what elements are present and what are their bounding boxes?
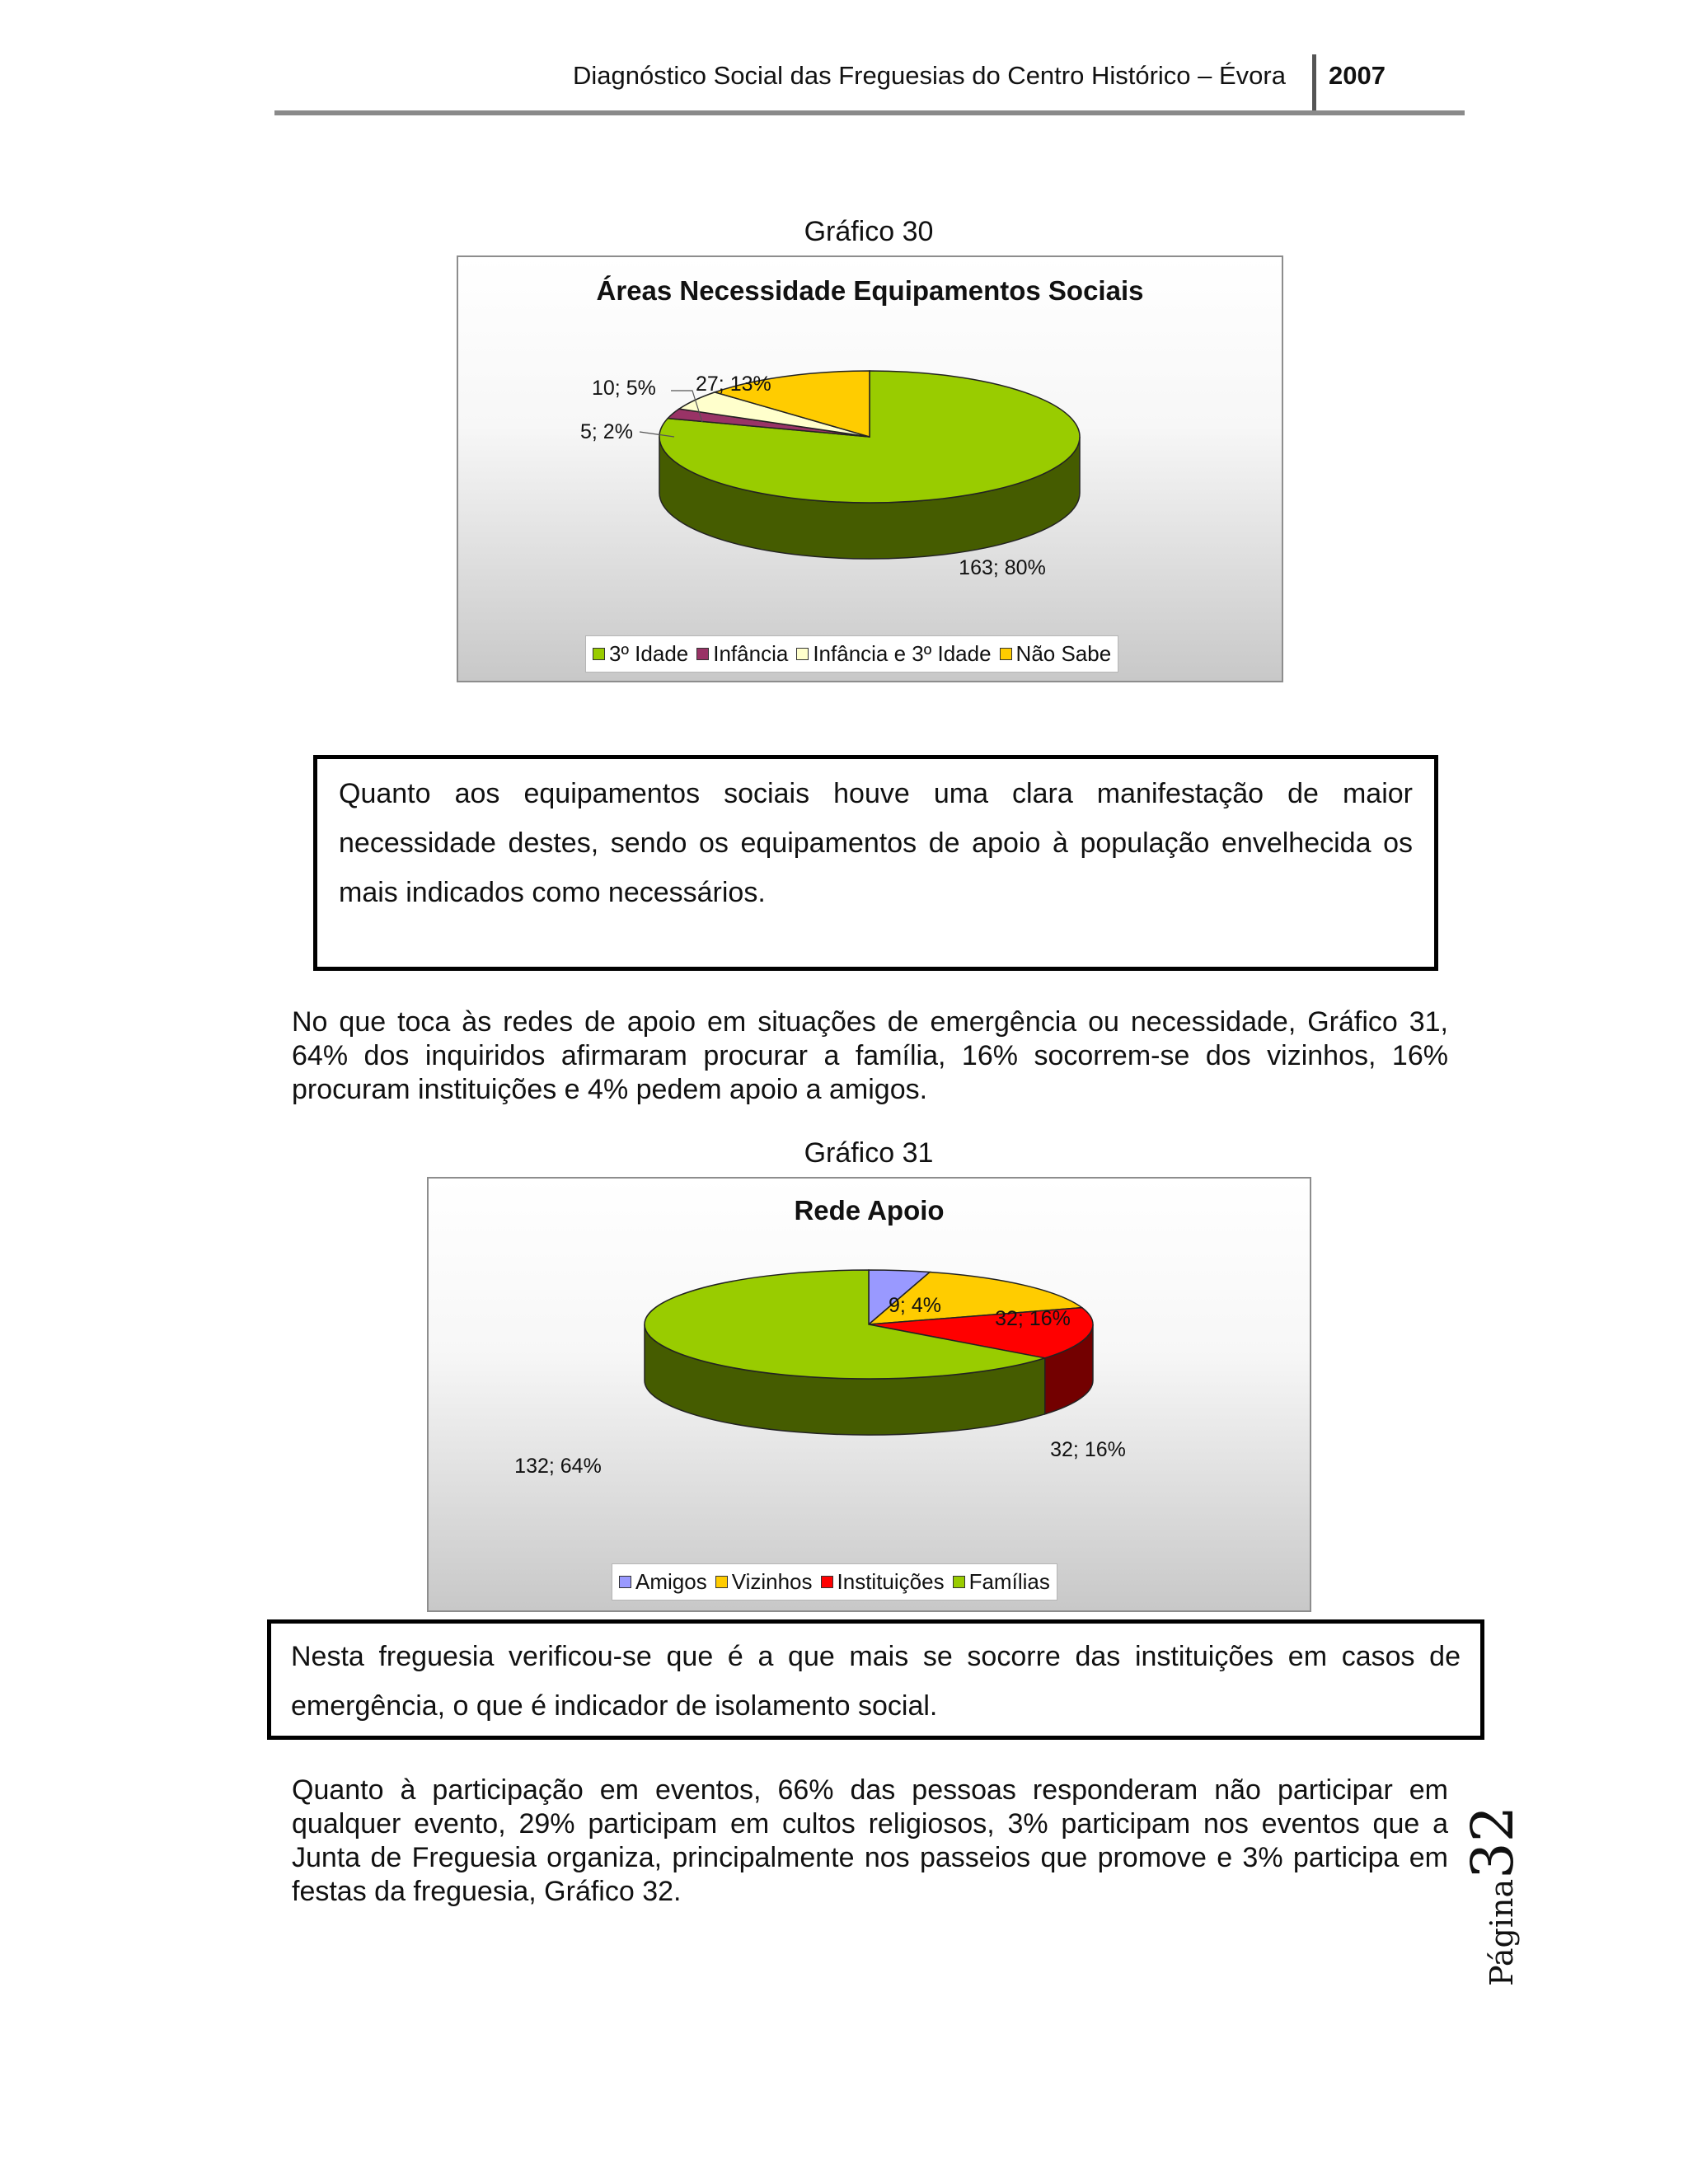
data-label: 10; 5% — [592, 377, 656, 400]
graph30-caption: Gráfico 30 — [804, 216, 934, 247]
swatch-amigos — [619, 1576, 631, 1588]
page-number: 32 — [1459, 1805, 1526, 1879]
chart31-plot — [429, 1179, 1310, 1610]
legend-label: Vizinhos — [731, 1569, 813, 1594]
data-label: 9; 4% — [889, 1294, 941, 1317]
legend-label: Não Sabe — [1015, 641, 1112, 666]
data-label: 27; 13% — [696, 373, 771, 396]
page-number-label — [1459, 1806, 1526, 1986]
page-word: Página — [1484, 1878, 1520, 1986]
legend-label: Infância e 3º Idade — [813, 641, 992, 666]
chart30-legend — [585, 635, 1118, 673]
legend-label: Famílias — [968, 1569, 1050, 1594]
chart30-panel — [457, 255, 1283, 682]
legend-item-3a-idade — [593, 641, 688, 667]
swatch-familias — [953, 1576, 965, 1588]
highlight-box-isolamento — [267, 1619, 1484, 1740]
swatch-nao-sabe — [1000, 648, 1012, 660]
legend-item-amigos — [619, 1569, 707, 1595]
legend-label: 3º Idade — [609, 641, 689, 666]
legend-label: Amigos — [635, 1569, 707, 1594]
data-label: 32; 16% — [995, 1307, 1071, 1330]
legend-item-infancia-3a-idade — [796, 641, 991, 667]
header-title: Diagnóstico Social das Freguesias do Centro Histórico – Évora — [573, 61, 1286, 90]
highlight-text-equipamentos: Quanto aos equipamentos sociais houve uma clara manifestação de maior necessidade destes, sendo os equipamentos de apoio à população envelhecida os mais indicados como necessários. — [339, 778, 1413, 908]
chart31-legend — [612, 1563, 1057, 1601]
chart31-title: Rede Apoio — [794, 1195, 945, 1226]
highlight-box-equipamentos — [313, 755, 1438, 971]
legend-item-vizinhos — [715, 1569, 813, 1595]
swatch-instituicoes — [821, 1576, 833, 1588]
highlight-text-isolamento: Nesta freguesia verificou-se que é a que mais se socorre das instituições em casos de emergência, o que é indicador de isolamento social. — [291, 1641, 1461, 1722]
swatch-infancia — [696, 648, 709, 660]
swatch-infancia-3a-idade — [796, 648, 809, 660]
legend-label: Infância — [713, 641, 789, 666]
chart30-title: Áreas Necessidade Equipamentos Sociais — [596, 275, 1144, 306]
swatch-3a-idade — [593, 648, 605, 660]
header-year: 2007 — [1329, 61, 1386, 90]
header-rule — [274, 110, 1465, 115]
header-divider — [1312, 54, 1316, 114]
legend-item-nao-sabe — [1000, 641, 1112, 667]
graph31-caption: Gráfico 31 — [804, 1137, 934, 1169]
data-label: 5; 2% — [580, 420, 633, 443]
legend-item-familias — [953, 1569, 1050, 1595]
data-label: 32; 16% — [1050, 1438, 1126, 1461]
legend-label: Instituições — [837, 1569, 945, 1594]
chart30-plot — [458, 257, 1282, 681]
paragraph-participacao-eventos: Quanto à participação em eventos, 66% das pessoas responderam não participar em qualquer evento, 29% participam em cultos religiosos, 3% participam nos eventos que a Junta de Freguesia organiza, principalmente nos passeios que promove e 3% participa em festas da freguesia, Gráfico 32. — [292, 1774, 1448, 1907]
chart31-panel — [427, 1177, 1311, 1612]
paragraph-redes-apoio: No que toca às redes de apoio em situações de emergência ou necessidade, Gráfico 31, 64% dos inquiridos afirmaram procurar a família, 16% socorrem-se dos vizinhos, 16% procuram instituições e 4% pedem apoio a amigos. — [292, 1006, 1448, 1105]
legend-item-infancia — [696, 641, 788, 667]
swatch-vizinhos — [715, 1576, 728, 1588]
data-label: 163; 80% — [959, 556, 1046, 579]
legend-item-instituicoes — [821, 1569, 945, 1595]
data-label: 132; 64% — [514, 1455, 602, 1478]
